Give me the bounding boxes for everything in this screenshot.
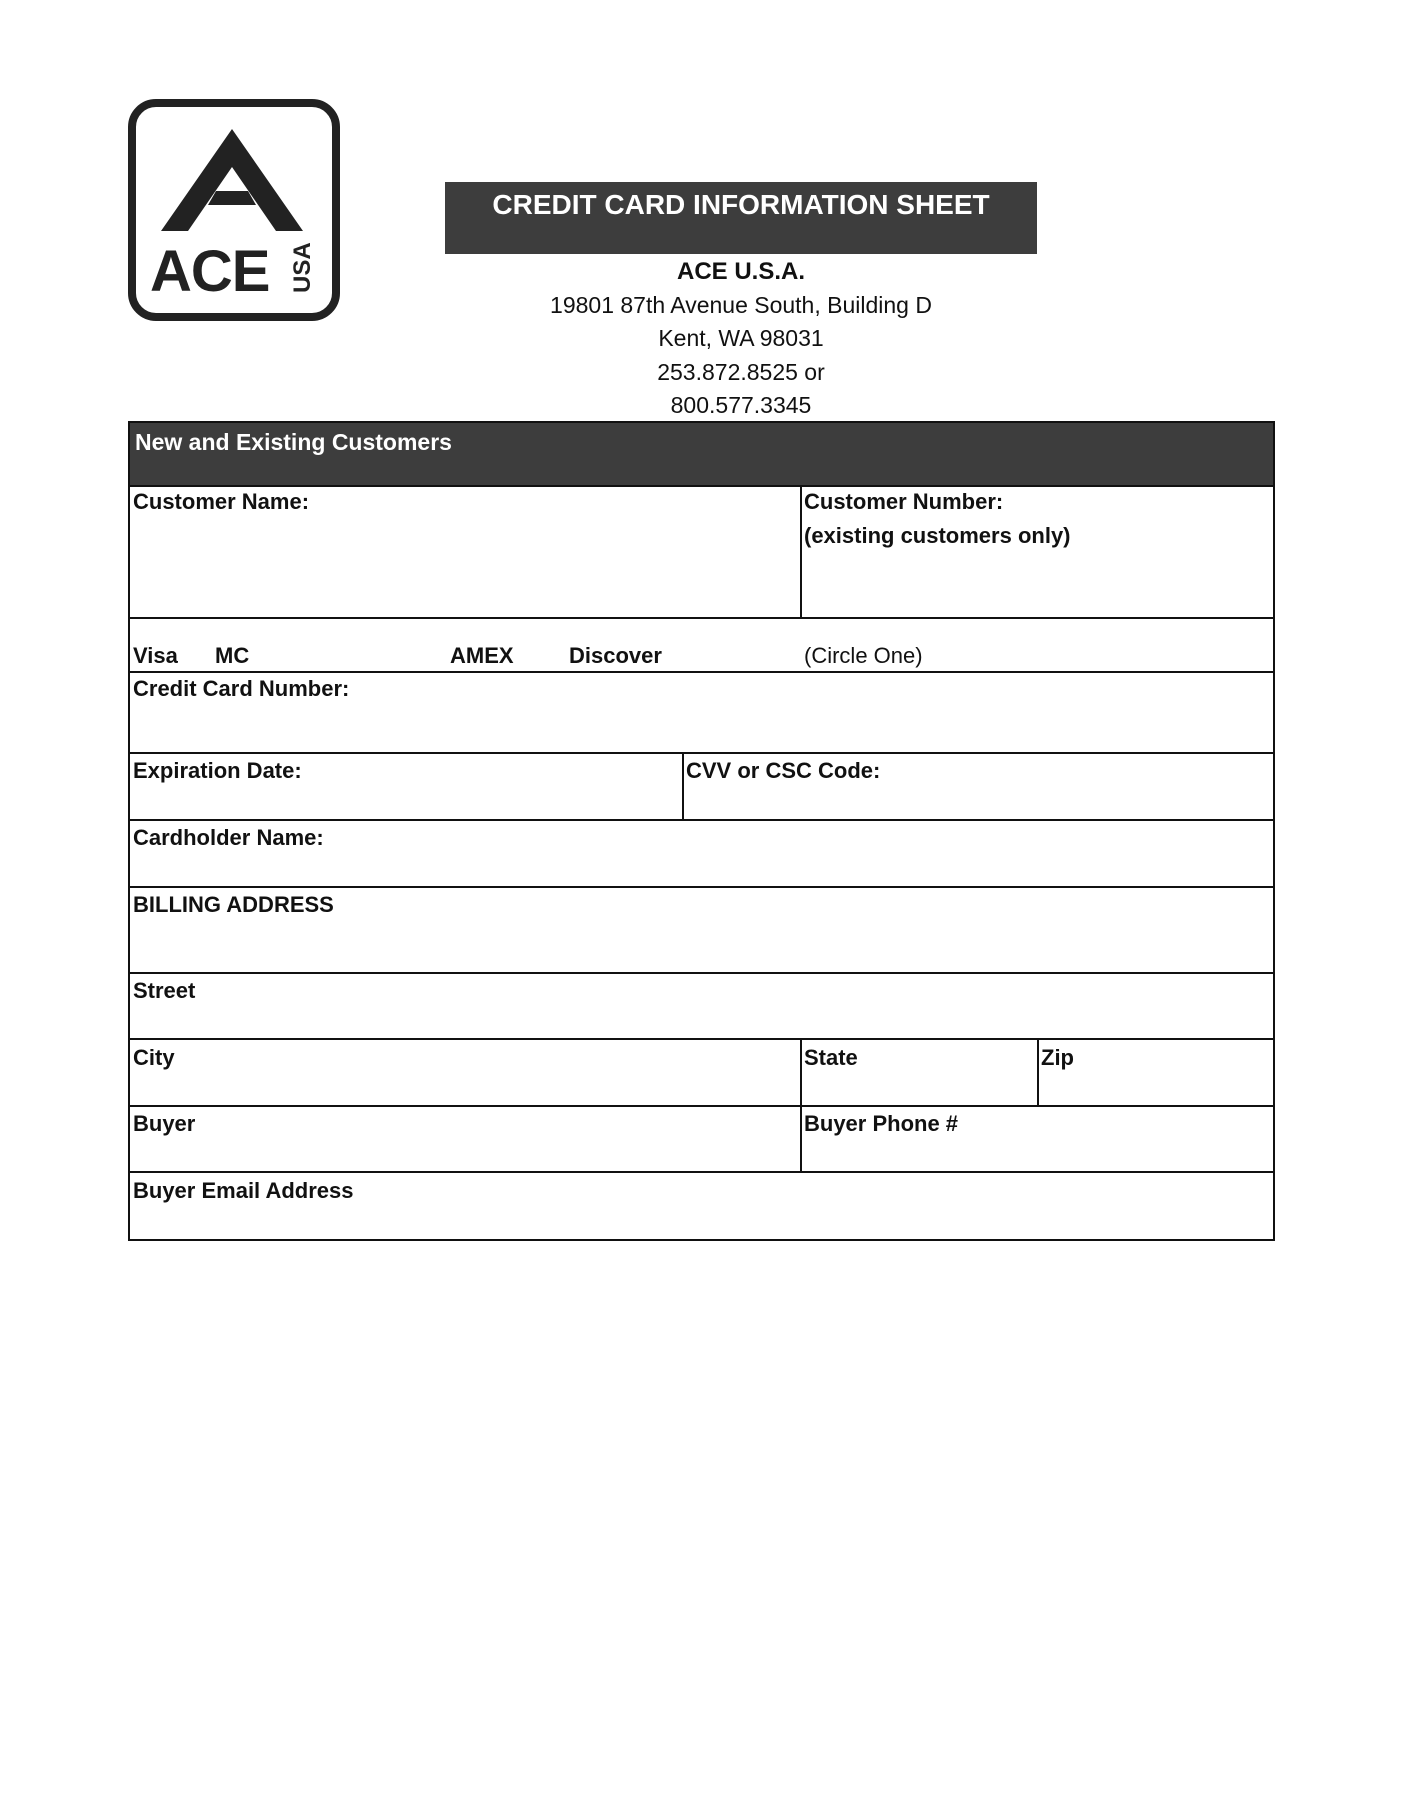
cvv-label: CVV or CSC Code: xyxy=(686,758,881,783)
card-type-mc[interactable]: MC xyxy=(215,643,250,668)
credit-card-form xyxy=(128,421,1275,1241)
card-type-discover[interactable]: Discover xyxy=(569,643,662,668)
card-type-instruction: (Circle One) xyxy=(804,643,923,668)
divider xyxy=(1037,1038,1039,1105)
state-label: State xyxy=(804,1045,858,1070)
phone-line-1: 253.872.8525 or xyxy=(657,358,825,385)
section-title: New and Existing Customers xyxy=(135,429,452,455)
customer-number-note: (existing customers only) xyxy=(804,523,1071,548)
logo-subtext: USA xyxy=(289,242,316,293)
buyer-label: Buyer xyxy=(133,1111,196,1136)
buyer-phone-label: Buyer Phone # xyxy=(804,1111,959,1136)
billing-address-label: BILLING ADDRESS xyxy=(133,892,334,917)
card-type-visa[interactable]: Visa xyxy=(133,643,178,668)
city-label: City xyxy=(133,1045,175,1070)
credit-card-number-label: Credit Card Number: xyxy=(133,676,350,701)
divider xyxy=(130,617,1273,619)
zip-label: Zip xyxy=(1041,1045,1074,1070)
company-info xyxy=(445,255,1037,423)
logo-wordmark: ACE xyxy=(150,239,270,304)
customer-name-label: Customer Name: xyxy=(133,489,310,514)
address-line-2: Kent, WA 98031 xyxy=(658,325,824,351)
card-type-amex[interactable]: AMEX xyxy=(450,643,514,668)
buyer-email-label: Buyer Email Address xyxy=(133,1178,354,1203)
address-line-1: 19801 87th Avenue South, Building D xyxy=(550,291,932,318)
customer-number-label: Customer Number: xyxy=(804,489,1004,514)
divider xyxy=(130,1038,1273,1040)
street-label: Street xyxy=(133,978,196,1003)
ace-usa-logo xyxy=(128,99,340,321)
divider xyxy=(800,485,802,617)
section-header xyxy=(130,423,1273,485)
divider xyxy=(130,1105,1273,1107)
cardholder-name-label: Cardholder Name: xyxy=(133,825,324,850)
page-title: CREDIT CARD INFORMATION SHEET xyxy=(445,182,1037,254)
expiration-date-label: Expiration Date: xyxy=(133,758,302,783)
divider xyxy=(130,1171,1273,1173)
phone-line-2: 800.577.3345 xyxy=(670,392,812,418)
divider xyxy=(800,1038,802,1171)
company-name: ACE U.S.A. xyxy=(676,258,805,285)
divider xyxy=(130,972,1273,974)
divider xyxy=(682,752,684,819)
